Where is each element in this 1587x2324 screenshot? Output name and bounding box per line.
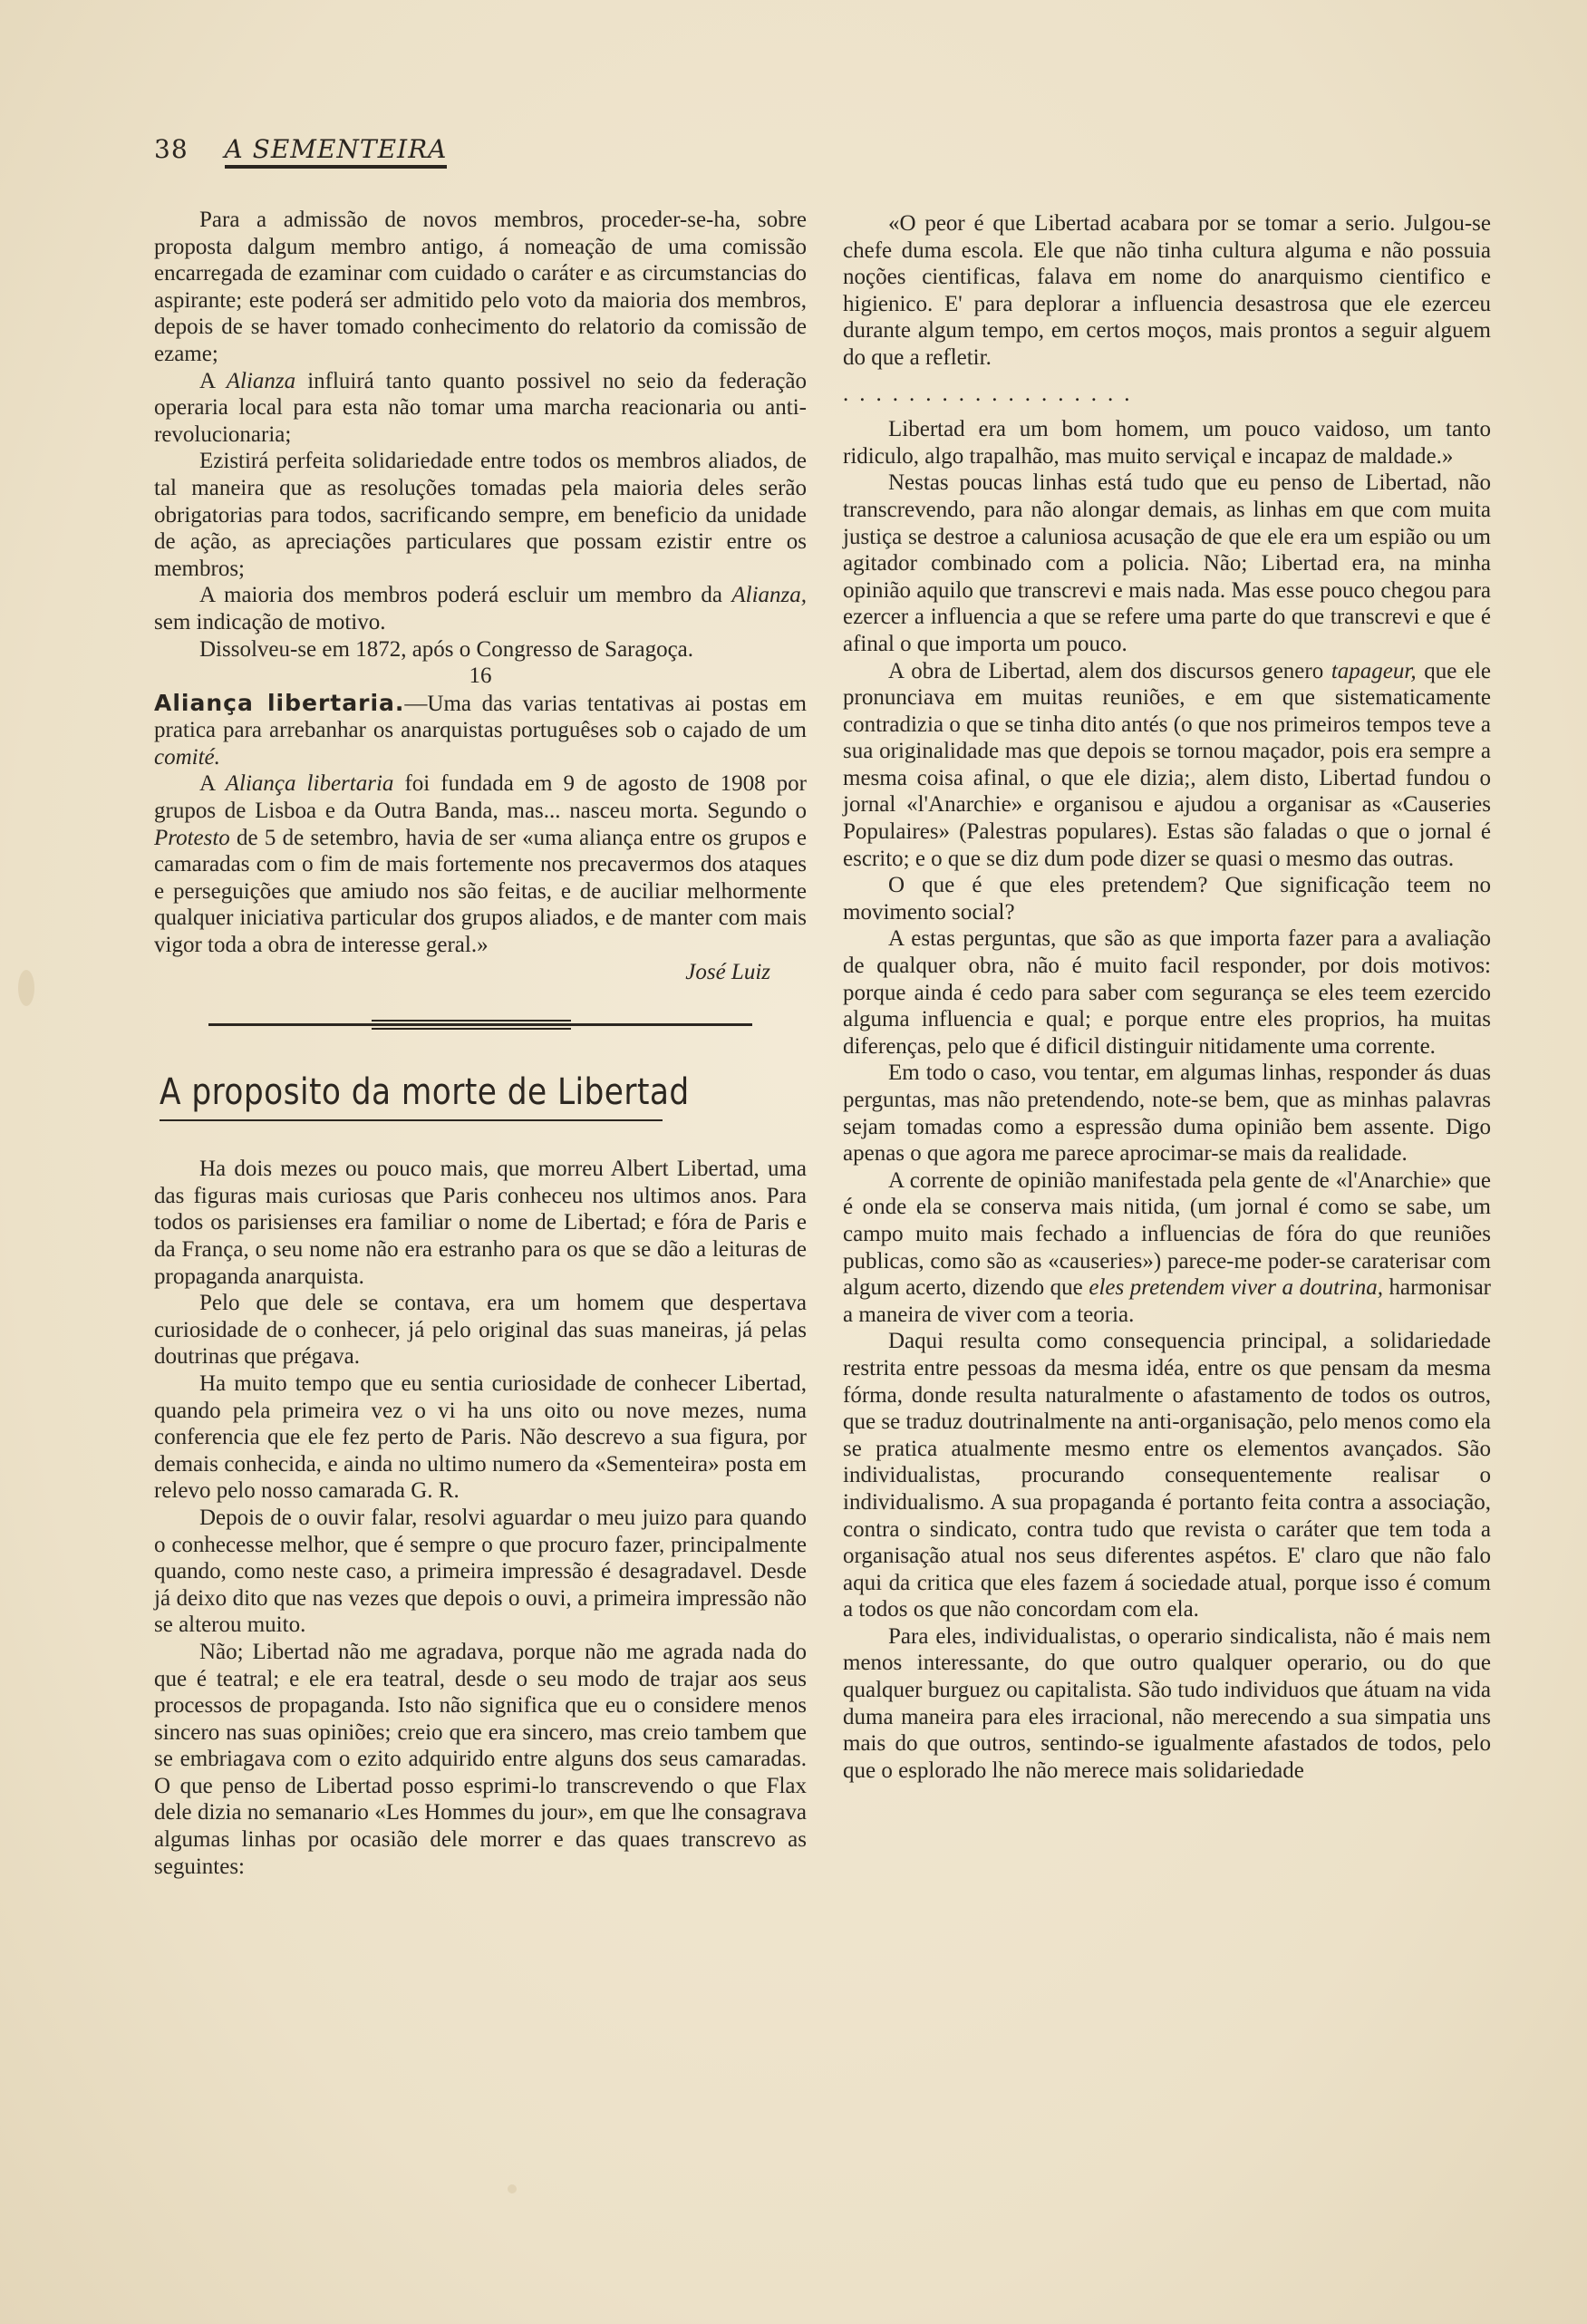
signature: José Luiz <box>685 959 770 984</box>
paper-stain <box>18 970 34 1006</box>
paragraph: «O peor é que Libertad acabara por se tomar a serio. Julgou-se chefe duma escola. Ele que não tinha cultura alguma e não possuia noções cientificas, falava em nome do anarquismo cientifico e higienico. E' para deplorar a influencia desastrosa que ele ezerceu durante algum tempo, em certos moços, mais prontos a seguir alguem do que a refletir. <box>843 211 1491 370</box>
paragraph: A corrente de opinião manifestada pela gente de «l'Anarchie» que é onde ela se conserva mais nitida, (um jornal é como se sabe, um campo muito mais fechado a influencias de fóra do que reuniões publicas, como são as «causeries») parece-me poder-se caraterisar com algum acerto, dizendo que eles pretendem viver a doutrina, harmonisar a maneira de viver com a teoria. <box>843 1167 1491 1327</box>
right-column <box>843 210 1491 1784</box>
section-divider <box>154 1012 807 1034</box>
paragraph: Ha dois mezes ou pouco mais, que morreu Albert Libertad, uma das figuras mais curiosas que Paris conheceu nos ultimos anos. Para todos os parisienses era familiar o nome de Libertad; e fóra de Paris e da França, o seu nome não era estranho para os que se dão a leituras de propaganda anarquista. <box>154 1157 807 1289</box>
paragraph: Para a admissão de novos membros, proceder-se-ha, sobre proposta dalgum membro antigo, á nomeação de uma comissão encarregada de ezaminar com cuidado o caráter e as circumstancias do aspirante; este poderá ser admitido pelo voto da maioria dos membros, depois de se haver tomado conhecimento do relatorio da comissão de ezame; <box>154 208 807 366</box>
title-underline <box>160 1119 663 1121</box>
paragraph: A maioria dos membros poderá escluir um membro da Alianza, sem indicação de motivo. <box>154 583 808 634</box>
left-column <box>154 207 807 1880</box>
paragraph: A Alianza influirá tanto quanto possivel no seio da federação operaria local para esta não tomar uma marcha reacionaria ou anti-revolucionaria; <box>154 368 808 447</box>
entry-heading: Aliança libertaria. <box>154 689 405 716</box>
paper-stain <box>508 2184 517 2193</box>
paragraph: O que é que eles pretendem? Que significação teem no movimento social? <box>843 873 1491 925</box>
running-head <box>154 134 462 174</box>
paragraph: A Aliança libertaria foi fundada em 9 de agosto de 1908 por grupos de Lisboa e da Outra Banda, mas... nasceu morta. Segundo o Protesto de 5 de setembro, havia de ser «uma aliança entre os grupos e camaradas com o fim de mais fortemente nos precavermos dos ataques e perseguições que amiudo nos são feitas, e de auciliar melhormente qualquer iniciativa particular dos grupos aliados, e de manter com mais vigor toda a obra de interesse geral.» <box>154 771 808 958</box>
paragraph: Ezistirá perfeita solidariedade entre todos os membros aliados, de tal maneira que as resoluções tomadas pela maioria deles serão obrigatorias para todos, sacrificando sempre, em beneficio da unidade de ação, as apreciações particulares que possam ezistir entre os membros; <box>154 449 807 581</box>
page-number: 38 <box>154 134 189 164</box>
paragraph: A obra de Libertad, alem dos discursos genero tapageur, que ele pronunciava em muitas reuniões, e em que sistematicamente contradizia o que se tinha dito antés (o que nos primeiros tempos teve a sua originalidade mas que depois se tornou maçador, pois era sempre a mesma coisa afinal, o que ele dizia;, alem disto, Libertad fundou o jornal «l'Anarchie» e organisou e ajudou a organisar as «Causeries Populaires» (Palestras populares). Estas são faladas o que o jornal é escrito; e o que se diz dum pode dizer se quasi o mesmo das outras. <box>843 658 1492 871</box>
paragraph: Pelo que dele se contava, era um homem que despertava curiosidade de o conhecer, já pelo original das suas maneiras, já pelas doutrinas que prégava. <box>154 1291 807 1370</box>
paragraph: Aliança libertaria.—Uma das varias tentativas ai postas em pratica para arrebanhar os anarquistas portuguêses sob o cajado de um comité. <box>154 689 808 770</box>
section-number: 16 <box>469 663 492 689</box>
paragraph: A estas perguntas, que são as que importa fazer para a avaliação de qualquer obra, não é muito facil responder, por dois motivos: porque ainda é cedo para saber com segurança se eles teem ezercido alguma influencia e qual; e porque entre eles proprios, ha muitas diferenças, pelo que é dificil distinguir nitidamente uma corrente. <box>843 926 1491 1059</box>
paragraph: Em todo o caso, vou tentar, em algumas linhas, responder ás duas perguntas, mas não pretendendo, note-se bem, que as minhas palavras sejam tomadas como a espressão duma opinião bem assente. Digo apenas o que agora me parece aprocimar-se mais da realidade. <box>843 1060 1491 1167</box>
paragraph: Nestas poucas linhas está tudo que eu penso de Libertad, não transcrevendo, para não alongar demais, as linhas em que com muita justiça se destroe a caluniosa acusação de que ele era um espião ou um agitador combinado com a policia. Não; Libertad era, na minha opinião aquilo que transcrevi e mais nada. Mas esse pouco chegou para ezercer a influencia a que se refere uma parte do que transcrevi e que é afinal o que importa um pouco. <box>843 470 1491 656</box>
paragraph: Para eles, individualistas, o operario sindicalista, não é mais nem menos interessante, do que outro qualquer operario, ou do que qualquer burguez ou capitalista. São tudo individuos que átuam na vida duma maneira para eles irracional, não merecendo a sua simpatia uns mais do que outros, sentindo-se igualmente afastados de todos, pelo que o esplorado lhe não merece mais solidariedade <box>843 1623 1491 1783</box>
magazine-name: A SEMENTEIRA <box>225 134 448 169</box>
paragraph: Depois de o ouvir falar, resolvi aguardar o meu juizo para quando o conhecesse melhor, que é sempre o que procuro fazer, principalmente quando, como neste caso, a primeira impressão é desagradavel. Desde já deixo dito que nas vezes que depois o ouvi, a primeira impressão não se alterou muito. <box>154 1505 807 1638</box>
paragraph: Não; Libertad não me agradava, porque não me agrada nada do que é teatral; e ele era teatral, desde o seu modo de trajar aos seus processos de propaganda. Isto não significa que eu o considere menos sincero nas suas opiniões; creio que era sincero, mas creio tambem que se embriagava com o ezito adquirido entre alguns dos seus camaradas. O que penso de Libertad posso esprimi-lo transcrevendo o que Flax dele dizia no semanario «Les Hommes du jour», em que lhe consagrava algumas linhas por ocasião dele morrer e das quaes transcrevo as seguintes: <box>154 1639 807 1879</box>
ellipsis-line: .................. <box>843 381 1141 406</box>
paragraph: Libertad era um bom homem, um pouco vaidoso, um tanto ridiculo, algo trapalhão, mas muito serviçal e incapaz de maldade.» <box>843 417 1491 469</box>
article-title: A proposito da morte de Libertad <box>160 1071 690 1114</box>
paragraph: Dissolveu-se em 1872, após o Congresso de Saragoça. <box>199 636 694 662</box>
paragraph: Daqui resulta como consequencia principal, a solidariedade restrita entre pessoas da mesma idéa, entre os que pensam da mesma fórma, donde resulta naturalmente o afastamento de todos os outros, que se traduz doutrinalmente na anti-organisação, pelo menos como ela se pratica atualmente mesmo entre os elementos avançados. São individualistas, procurando consequentemente realisar o individualismo. A sua propaganda é portanto feita contra a associação, contra o sindicato, contra tudo que revista o caráter que tem toda a organisação atual nos seus diferentes aspétos. E' claro que não falo aqui da critica que eles fazem á sociedade atual, porque isso é comum a todos os que não concordam com ela. <box>843 1329 1491 1622</box>
paragraph: Ha muito tempo que eu sentia curiosidade de conhecer Libertad, quando pela primeira vez o vi ha uns oito ou nove mezes, numa conferencia que ele fez perto de Paris. Não descrevo a sua figura, por demais conhecida, e ainda no ultimo numero da «Sementeira» posta em relevo pelo nosso camarada G. R. <box>154 1370 807 1504</box>
